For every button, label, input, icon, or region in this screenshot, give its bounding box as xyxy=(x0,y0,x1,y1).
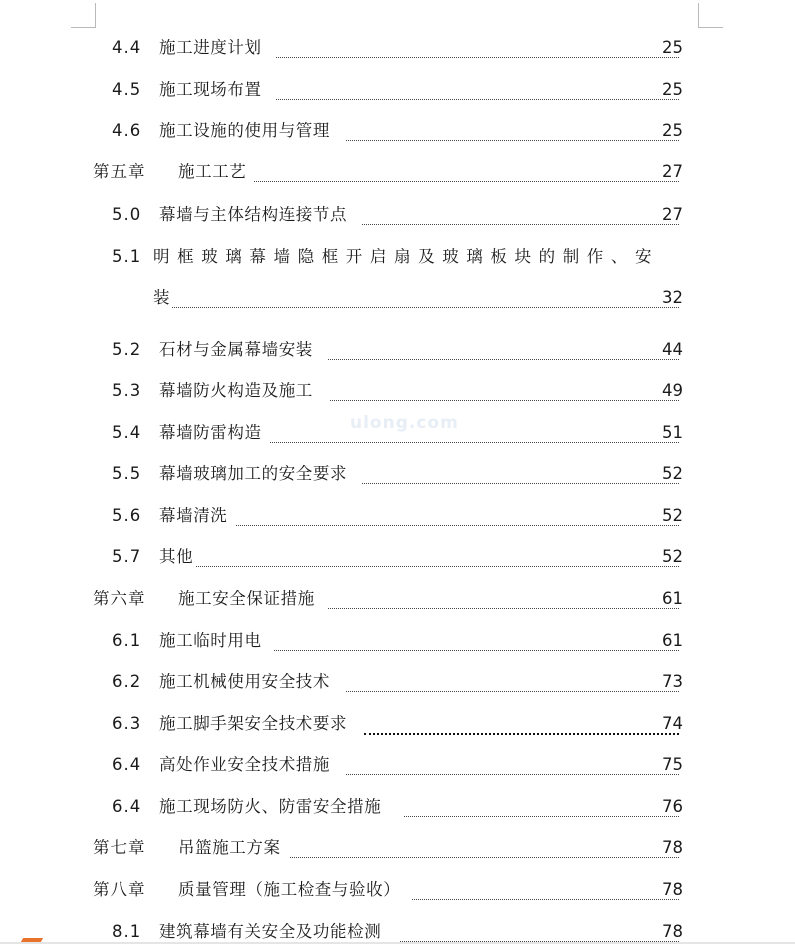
dot-leader xyxy=(276,85,679,100)
toc-page-number: 78 xyxy=(662,922,683,941)
toc-page-number: 52 xyxy=(662,464,683,483)
dot-leader xyxy=(274,636,679,651)
toc-section-number: 5.3 xyxy=(112,381,142,400)
toc-entry[interactable] xyxy=(0,502,795,530)
toc-page-number: 51 xyxy=(662,423,683,442)
toc-entry-title: 幕墙清洗 xyxy=(159,506,228,525)
dot-leader xyxy=(290,843,679,858)
toc-entry-title: 幕墙防雷构造 xyxy=(159,423,262,442)
toc-page-number: 49 xyxy=(662,381,683,400)
toc-page-number: 75 xyxy=(662,755,683,774)
toc-page-number: 25 xyxy=(662,121,683,140)
toc-entry[interactable] xyxy=(0,201,795,229)
toc-chapter-label: 第八章 xyxy=(93,880,146,899)
toc-section-number: 5.1 xyxy=(112,247,142,266)
toc-entry-title: 建筑幕墙有关安全及功能检测 xyxy=(159,922,382,941)
toc-section-number: 4.4 xyxy=(112,38,142,57)
toc-entry-continuation[interactable] xyxy=(0,284,795,312)
toc-section-number: 6.3 xyxy=(112,714,142,733)
toc-entry-title: 施工设施的使用与管理 xyxy=(159,121,330,140)
dot-leader xyxy=(346,760,679,775)
toc-section-number: 6.2 xyxy=(112,672,142,691)
toc-entry[interactable] xyxy=(0,627,795,655)
toc-section-number: 4.6 xyxy=(112,121,142,140)
toc-page-number: 74 xyxy=(662,714,683,733)
toc-section-number: 6.4 xyxy=(112,755,142,774)
toc-page-number: 73 xyxy=(662,672,683,691)
toc-page-number: 27 xyxy=(662,205,683,224)
toc-entry-title-continuation: 装 xyxy=(153,288,171,307)
dot-leader xyxy=(364,719,679,735)
toc-entry[interactable] xyxy=(0,243,795,271)
toc-entry-title: 其他 xyxy=(159,547,194,566)
dot-leader xyxy=(270,428,679,443)
dot-leader xyxy=(254,167,679,182)
toc-section-number: 5.7 xyxy=(112,547,142,566)
toc-entry-title: 施工安全保证措施 xyxy=(178,589,315,608)
toc-entry[interactable] xyxy=(0,668,795,696)
toc-entry-title: 质量管理（施工检查与验收） xyxy=(178,880,401,899)
toc-section-number: 5.6 xyxy=(112,506,142,525)
margin-corner-mark xyxy=(71,3,96,28)
toc-chapter-entry[interactable] xyxy=(0,876,795,904)
toc-entry-title: 施工机械使用安全技术 xyxy=(159,672,330,691)
dot-leader xyxy=(236,511,679,526)
toc-entry[interactable] xyxy=(0,34,795,62)
toc-entry-title: 明框玻璃幕墙隐框开启扇及玻璃板块的制作、安 xyxy=(153,247,660,266)
toc-entry-title: 施工临时用电 xyxy=(159,631,262,650)
dot-leader xyxy=(328,345,679,360)
toc-chapter-label: 第五章 xyxy=(93,162,146,181)
toc-chapter-label: 第七章 xyxy=(93,838,146,857)
toc-page-number: 27 xyxy=(662,162,683,181)
toc-entry-title: 吊篮施工方案 xyxy=(178,838,281,857)
dot-leader xyxy=(362,469,679,484)
toc-entry[interactable] xyxy=(0,377,795,405)
toc-chapter-entry[interactable] xyxy=(0,834,795,862)
toc-section-number: 5.2 xyxy=(112,340,142,359)
toc-section-number: 6.1 xyxy=(112,631,142,650)
toc-page-number: 78 xyxy=(662,880,683,899)
margin-corner-mark xyxy=(698,3,723,28)
toc-section-number: 5.0 xyxy=(112,205,142,224)
toc-section-number: 8.1 xyxy=(112,922,142,941)
toc-section-number: 5.5 xyxy=(112,464,142,483)
toc-entry[interactable] xyxy=(0,710,795,738)
toc-entry-title: 施工工艺 xyxy=(178,162,247,181)
toc-entry[interactable] xyxy=(0,751,795,779)
toc-chapter-label: 第六章 xyxy=(93,589,146,608)
dot-leader xyxy=(346,126,679,141)
dot-leader xyxy=(404,802,679,817)
toc-entry-title: 施工进度计划 xyxy=(159,38,262,57)
watermark: ulong.com xyxy=(350,413,459,433)
toc-page-number: 25 xyxy=(662,38,683,57)
toc-entry[interactable] xyxy=(0,543,795,571)
dot-leader xyxy=(362,210,679,225)
toc-entry[interactable] xyxy=(0,460,795,488)
dot-leader xyxy=(400,927,679,942)
toc-entry-title: 施工现场防火、防雷安全措施 xyxy=(159,797,382,816)
toc-page-number: 25 xyxy=(662,80,683,99)
toc-page-number: 61 xyxy=(662,631,683,650)
toc-page-number: 44 xyxy=(662,340,683,359)
toc-chapter-entry[interactable] xyxy=(0,158,795,186)
toc-entry-title: 幕墙玻璃加工的安全要求 xyxy=(159,464,348,483)
toc-entry[interactable] xyxy=(0,117,795,145)
toc-page-number: 32 xyxy=(662,288,683,307)
dot-leader xyxy=(412,885,679,900)
dot-leader xyxy=(172,293,679,308)
toc-section-number: 4.5 xyxy=(112,80,142,99)
toc-page-number: 52 xyxy=(662,547,683,566)
toc-entry[interactable] xyxy=(0,793,795,821)
toc-page-number: 52 xyxy=(662,506,683,525)
toc-section-number: 5.4 xyxy=(112,423,142,442)
toc-entry-title: 幕墙防火构造及施工 xyxy=(159,381,313,400)
dot-leader xyxy=(276,43,679,58)
toc-page-number: 61 xyxy=(662,589,683,608)
dot-leader xyxy=(330,386,679,401)
toc-entry[interactable] xyxy=(0,419,795,447)
toc-entry-title: 高处作业安全技术措施 xyxy=(159,755,330,774)
toc-entry-title: 石材与金属幕墙安装 xyxy=(159,340,313,359)
toc-entry-title: 施工脚手架安全技术要求 xyxy=(159,714,348,733)
toc-entry-title: 施工现场布置 xyxy=(159,80,262,99)
dot-leader xyxy=(328,594,679,609)
accent-mark xyxy=(21,938,43,942)
dot-leader xyxy=(346,677,679,692)
toc-chapter-entry[interactable] xyxy=(0,585,795,613)
toc-page-number: 76 xyxy=(662,797,683,816)
toc-entry-title: 幕墙与主体结构连接节点 xyxy=(159,205,348,224)
toc-entry[interactable] xyxy=(0,76,795,104)
toc-page-number: 78 xyxy=(662,838,683,857)
toc-entry[interactable] xyxy=(0,336,795,364)
dot-leader xyxy=(196,552,679,567)
toc-section-number: 6.4 xyxy=(112,797,142,816)
